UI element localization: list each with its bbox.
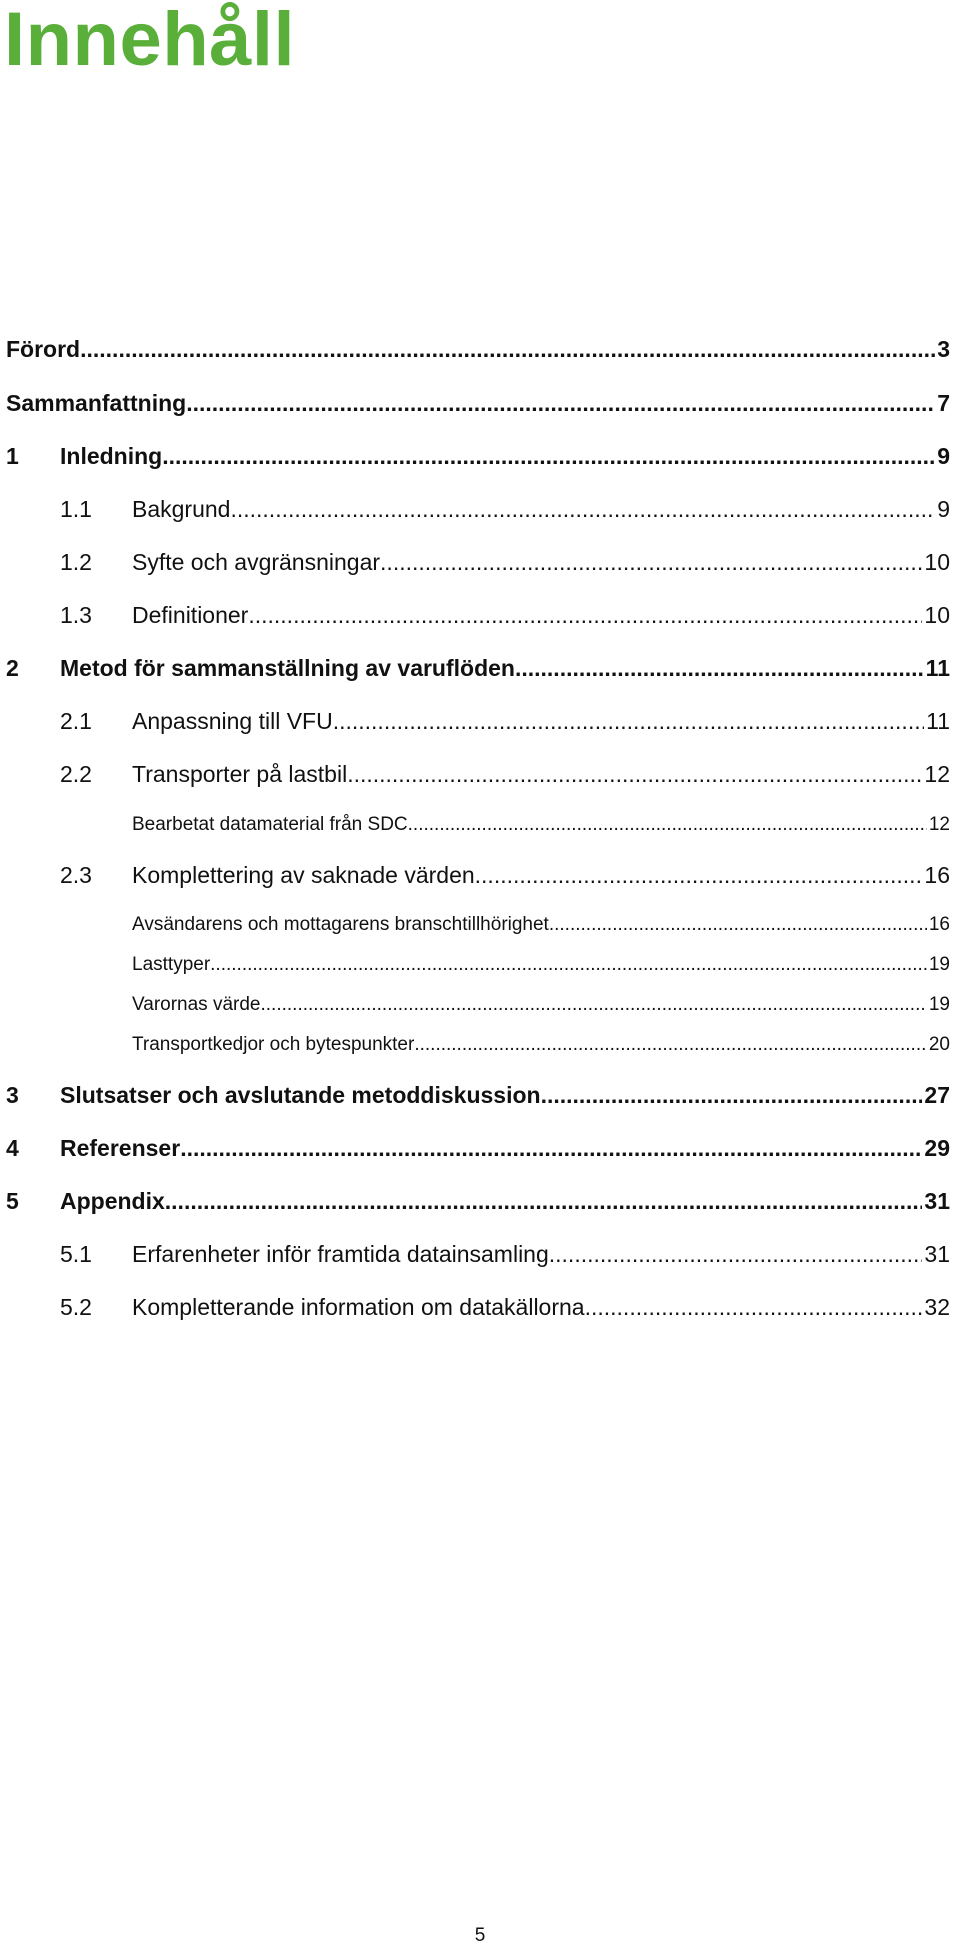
toc-entry-5[interactable] [6,1188,950,1215]
toc-entry-3[interactable] [6,1082,950,1109]
toc-entry-varornas-varde[interactable] [132,994,950,1016]
toc-entry-page: 19 [928,954,950,975]
toc-entry-1-3[interactable] [60,602,950,629]
toc-entry-label: Bakgrund [132,496,231,522]
toc-leader-dots [80,336,935,363]
page-number: 5 [474,1925,486,1946]
toc-entry-page: 10 [924,602,950,628]
toc-entry-number: 1 [6,443,19,469]
toc-entry-label: Lasttyper [132,954,211,975]
toc-entry-page: 29 [924,1135,950,1161]
toc-entry-lasttyper[interactable] [132,954,950,976]
toc-entry-label: Varornas värde [132,994,261,1015]
toc-entry-1[interactable] [6,443,950,470]
toc-leader-dots [230,496,935,523]
toc-entry-label: Definitioner [132,602,249,628]
toc-entry-number: 1.2 [60,549,92,575]
toc-entry-page: 11 [926,708,950,734]
toc-entry-page: 9 [937,496,950,522]
toc-leader-dots [380,549,922,576]
toc-entry-page: 27 [924,1082,950,1108]
toc-entry-1-2[interactable] [60,549,950,576]
toc-entry-page: 7 [937,390,950,416]
toc-entry-page: 12 [928,814,950,835]
toc-entry-label: Anpassning till VFU [132,708,333,734]
toc-entry-page: 3 [937,336,950,362]
toc-entry-number: 4 [6,1135,19,1161]
toc-entry-label: Syfte och avgränsningar [132,549,381,575]
toc-entry-page: 16 [924,862,950,888]
toc-leader-dots [408,814,927,836]
toc-entry-number: 5.2 [60,1294,92,1320]
toc-leader-dots [347,761,922,788]
toc-entry-2-2[interactable] [60,761,950,788]
toc-entry-number: 1.3 [60,602,92,628]
toc-leader-dots [180,1135,922,1162]
toc-entry-4[interactable] [6,1135,950,1162]
toc-entry-transportkedjor[interactable] [132,1034,950,1056]
toc-entry-label: Referenser [60,1135,181,1161]
toc-entry-1-1[interactable] [60,496,950,523]
toc-entry-page: 10 [924,549,950,575]
toc-entry-number: 2 [6,655,19,681]
toc-leader-dots [210,954,927,976]
page-title: Innehåll [4,0,296,82]
toc-entry-page: 12 [924,761,950,787]
toc-entry-label: Transportkedjor och bytespunkter [132,1034,415,1055]
toc-entry-forord[interactable] [6,336,950,363]
toc-entry-label: Erfarenheter inför framtida datainsamling [132,1241,549,1267]
toc-entry-page: 31 [924,1241,950,1267]
toc-leader-dots [541,1082,923,1109]
toc-entry-number: 2.2 [60,761,92,787]
toc-entry-page: 31 [924,1188,950,1214]
toc-entry-page: 11 [925,655,950,681]
toc-entry-5-2[interactable] [60,1294,950,1321]
toc-leader-dots [165,1188,923,1215]
toc-entry-label: Metod för sammanställning av varuflöden [60,655,515,681]
toc-leader-dots [162,443,935,470]
toc-leader-dots [248,602,922,629]
toc-entry-2-3[interactable] [60,862,950,889]
toc-entry-branschtillhorighet[interactable] [132,914,950,936]
toc-entry-label: Appendix [60,1188,165,1214]
toc-leader-dots [549,914,927,936]
toc-entry-number: 2.3 [60,862,92,888]
toc-leader-dots [414,1034,927,1056]
toc-entry-sammanfattning[interactable] [6,390,950,417]
toc-leader-dots [186,390,935,417]
toc-entry-label: Slutsatser och avslutande metoddiskussion [60,1082,541,1108]
toc-entry-page: 20 [928,1034,950,1055]
toc-entry-5-1[interactable] [60,1241,950,1268]
toc-entry-number: 3 [6,1082,19,1108]
toc-leader-dots [549,1241,923,1268]
toc-entry-label: Sammanfattning [6,390,187,416]
toc-entry-label: Avsändarens och mottagarens branschtillhörighet [132,914,549,935]
toc-leader-dots [333,708,924,735]
toc-entry-number: 2.1 [60,708,92,734]
toc-leader-dots [515,655,924,682]
toc-entry-number: 5.1 [60,1241,92,1267]
toc-leader-dots [475,862,923,889]
toc-entry-label: Inledning [60,443,163,469]
toc-entry-label: Bearbetat datamaterial från SDC [132,814,408,835]
toc-entry-label: Förord [6,336,81,362]
toc-leader-dots [261,994,927,1016]
toc-leader-dots [585,1294,923,1321]
toc-entry-bearbetat-datamaterial[interactable] [132,814,950,836]
toc-entry-label: Transporter på lastbil [132,761,348,787]
toc-entry-label: Kompletterande information om datakällorna [132,1294,585,1320]
toc-entry-page: 9 [937,443,950,469]
toc-entry-page: 19 [928,994,950,1015]
toc-entry-2-1[interactable] [60,708,950,735]
toc-entry-number: 1.1 [60,496,92,522]
toc-entry-page: 16 [928,914,950,935]
toc-entry-number: 5 [6,1188,19,1214]
toc-entry-page: 32 [924,1294,950,1320]
toc-entry-label: Komplettering av saknade värden [132,862,475,888]
toc-entry-2[interactable] [6,655,950,682]
